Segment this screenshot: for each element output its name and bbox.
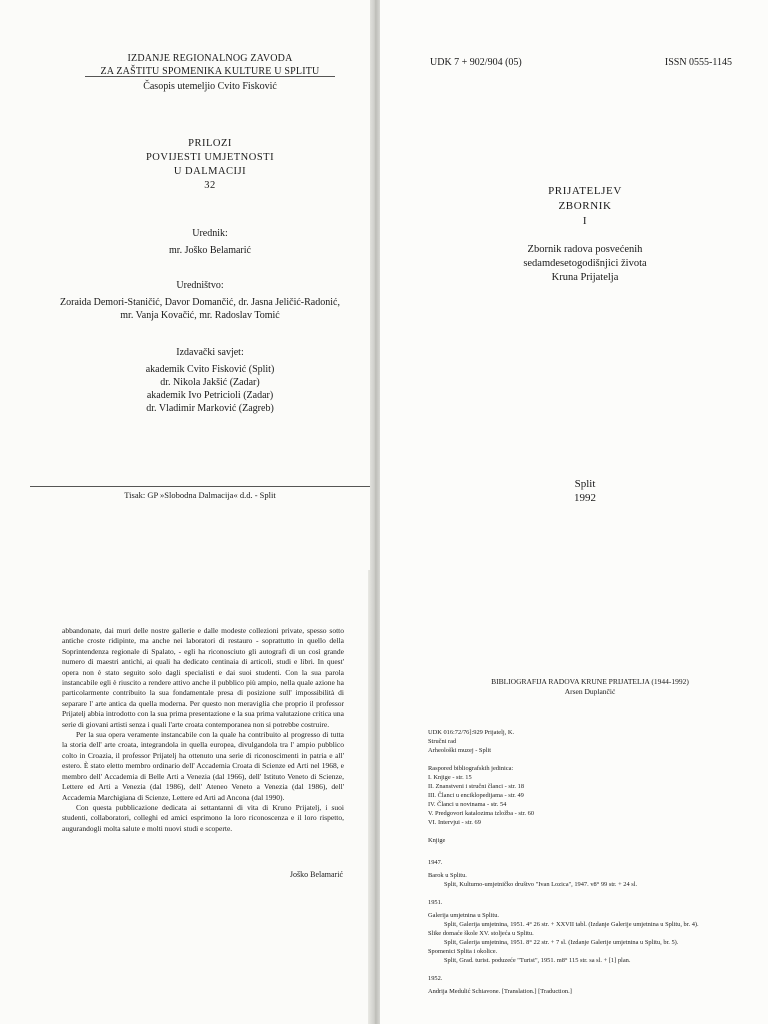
place-text: Split (574, 478, 596, 490)
editor-label: Urednik: (192, 228, 228, 239)
subtitle-line: sedamdesetogodišnjici života (523, 258, 647, 269)
editor-name: mr. Joško Belamarić (169, 245, 251, 256)
section-heading: Knjige (428, 837, 446, 844)
series-number: 32 (204, 180, 216, 191)
foreword-text (62, 626, 344, 834)
entry-detail: Split, Galerija umjetnina, 1951. 4° 26 str. + XXVII tabl. (Izdanje Galerije umjetnina u Splitu, br. 4). (444, 921, 699, 928)
volume-subtitle (470, 243, 700, 285)
contents-item: IV. Članci u novinama - str. 54 (428, 801, 507, 808)
founder-text: Časopis utemeljio Cvito Fisković (143, 81, 277, 92)
board-names-line: mr. Vanja Kovačić, mr. Radoslav Tomić (120, 310, 280, 321)
council-member: dr. Nikola Jakšić (Zadar) (160, 377, 260, 388)
page-title (380, 0, 768, 570)
printer-text: Tisak: GP »Slobodna Dalmacija« d.d. - Split (124, 490, 276, 500)
page-bibliography (380, 570, 768, 1024)
board-label: Uredništvo: (176, 280, 224, 291)
volume-title (490, 184, 680, 229)
bibliography-content (428, 728, 758, 996)
subtitle-line: Kruna Prijatelja (551, 272, 619, 283)
page-foreword-italian (0, 570, 368, 1024)
series-line: PRILOZI (188, 138, 232, 149)
contents-item: III. Članci u enciklopedijama - str. 49 (428, 792, 524, 799)
year-heading: 1952. (428, 975, 443, 982)
signature: Joško Belamarić (289, 870, 343, 879)
entry-title: Barok u Splitu. (428, 872, 467, 879)
series-line: POVIJESTI UMJETNOSTI (145, 152, 275, 163)
publisher-line: IZDANJE REGIONALNOG ZAVODA (127, 53, 293, 64)
bibliography-heading (440, 677, 740, 697)
board-names-line: Zoraida Demori-Staničić, Davor Domančić, dr. Jasna Jeličić-Radonić, (60, 297, 340, 308)
divider (30, 486, 370, 487)
author-text: Arsen Duplančić (564, 687, 616, 696)
udk-text: UDK 7 + 902/904 (05) (430, 57, 522, 68)
founder-note (85, 80, 335, 93)
entry-detail: Split, Grad. turist. poduzeće "Turist", 1951. m8° 115 str. sa sl. + [1] plan. (444, 957, 631, 964)
editorial-board (30, 279, 370, 322)
council-member: akademik Ivo Petricioli (Zadar) (146, 390, 274, 401)
series-line: U DALMACIJI (173, 166, 247, 177)
udk-code (430, 56, 522, 69)
page-imprint (0, 0, 370, 570)
issn-text: ISSN 0555-1145 (664, 57, 732, 68)
udk-line: UDK 016:72/76]:929 Prijatelj, K. (428, 729, 515, 736)
title-line: PRIJATELJEV (548, 185, 622, 197)
year-heading: 1947. (428, 859, 443, 866)
issn-code (612, 56, 732, 69)
editor-block (85, 227, 335, 257)
publisher-line: ZA ZAŠTITU SPOMENIKA KULTURE U SPLITU (100, 66, 320, 77)
entry-title: Galerija umjetnina u Splitu. (428, 912, 499, 919)
contents-item: I. Knjige - str. 15 (428, 774, 472, 781)
council-label: Izdavački savjet: (176, 347, 244, 358)
udk-line: Arheološki muzej - Split (428, 747, 492, 754)
paragraph: abbandonate, dai muri delle nostre gallerie e dalle modeste collezioni private, spesso sotto antiche croste ridipinte, ma anche nei laboratori di restauro - soprattutto in quello della Soprintendenza regionale di Spalato, - egli ha riconosciuto gli autografi di un così grande numero di maestri antichi, ai quali ha dedicato centinaia di articoli, studi e libri. In quest' opera non è stato seguito solo dagli specialisti e dai suoi studenti. Con la sua parola instancabile egli è riuscito a rendere attivo anche il pubblico più ampio, nella quale azione ha particolarmente contribuito la sua fondamentale presa di posizione sull' impossibilità di separare l' arte antica da quella moderna. Per questo non meraviglia che proprio il professor Prijatelj abbia introdotto con la sua prima presentazione e la sua prima valutazione critica una serie di giovani artisti senza i quali l'arte croata contemporanea non si potrebbe costruire. (62, 626, 344, 729)
publishing-council (85, 346, 335, 415)
contents-item: II. Znanstveni i stručni članci - str. 18 (428, 783, 525, 790)
year-heading: 1951. (428, 899, 443, 906)
year-text: 1992 (574, 492, 596, 504)
contents-label: Raspored bibliografskih jedinica: (428, 765, 514, 772)
paragraph: Per la sua opera veramente instancabile con la quale ha contribuito al progresso di tutta la storia dell' arte croata, integrandola in quella europea, divulgandola tra l' ampio pubblico colto in Croazia, il professor Prijatelj ha ottenuto una serie di riconoscimenti in patria e all' estero. È stato eletto membro ordinario dell' Accademia Croata di Scienze ed Arti nel 1968, e membro dell' Accademia di Belle Arti a Venezia (dal 1966), dell' Istituto Veneto di Scienze, Lettere ed Arti a Venezia (dal 1986), dell' Ateneo Veneto a Venezia (dal 1986), dell' Accademia Marchigiana di Scienze, Lettere ed Arti ad Ancona (dal 1990). (62, 730, 344, 802)
entry-title: Andrija Medulić Schiavone. [Translation.] [Traduction.] (428, 988, 572, 995)
council-member: akademik Cvito Fisković (Split) (145, 364, 275, 375)
printer-note (30, 489, 370, 502)
imprint-place-year (530, 477, 640, 505)
publisher-heading (85, 52, 335, 78)
entry-detail: Split, Kulturno-umjetničko društvo "Ivan Lozica", 1947. v8° 99 str. + 24 sl. (444, 881, 638, 888)
paragraph: Con questa pubblicazione dedicata ai settantanni di vita di Kruno Prijatelj, i suoi studenti, collaboratori, colleghi ed amici esprimono la loro riconoscenza e il loro rispetto, augurandogli molta salute e molti nuovi studi e scoperte. (62, 802, 344, 833)
contents-item: VI. Intervjui - str. 69 (428, 819, 481, 826)
title-volume-number: I (582, 215, 588, 227)
title-line: ZBORNIK (558, 200, 612, 212)
council-member: dr. Vladimir Marković (Zagreb) (146, 403, 274, 414)
entry-title: Slike domaće škole XV. stoljeća u Splitu. (428, 930, 534, 937)
udk-line: Stručni rad (428, 738, 457, 745)
contents-item: V. Predgovori katalozima izložba - str. 60 (428, 810, 535, 817)
divider (85, 76, 335, 77)
entry-title: Spomenici Splita i okolice. (428, 948, 498, 955)
entry-detail: Split, Galerija umjetnina, 1951. 8° 22 str. + 7 sl. (Izdanje Galerije umjetnina u Splitu, br. 5). (444, 939, 679, 946)
heading-text: BIBLIOGRAFIJA RADOVA KRUNE PRIJATELJA (1944-1992) (491, 677, 689, 686)
series-title (85, 137, 335, 193)
subtitle-line: Zbornik radova posvećenih (527, 244, 643, 255)
